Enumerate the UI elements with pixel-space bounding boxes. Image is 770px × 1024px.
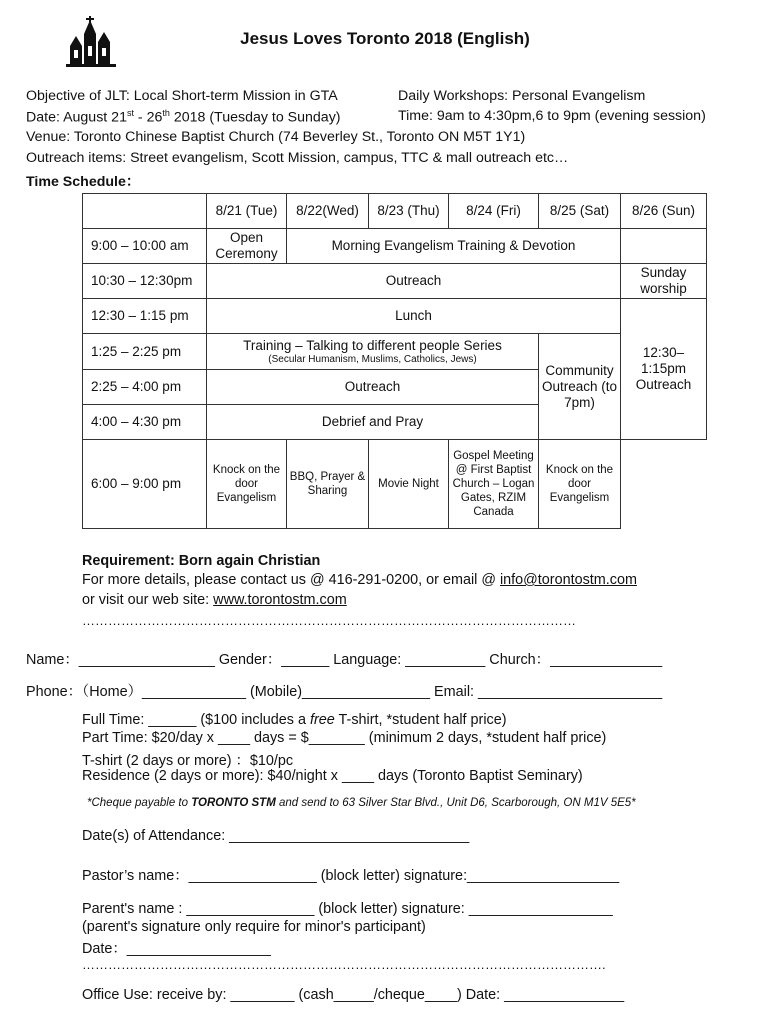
day-header: 8/25 (Sat): [539, 194, 621, 229]
table-cell: 12:30– 1:15pm Outreach: [621, 299, 707, 440]
day-header: 8/23 (Thu): [369, 194, 449, 229]
workshops-text: Daily Workshops: Personal Evangelism: [398, 88, 646, 104]
table-cell: Debrief and Pray: [207, 405, 539, 440]
time-cell: 12:30 – 1:15 pm: [83, 299, 207, 334]
contact-text: For more details, please contact us @ 416-291-0200, or email @ info@torontostm.com: [82, 572, 637, 588]
time-cell: 10:30 – 12:30pm: [83, 264, 207, 299]
table-cell: Open Ceremony: [207, 229, 287, 264]
table-cell: Movie Night: [369, 440, 449, 529]
website-link[interactable]: www.torontostm.com: [213, 592, 347, 608]
table-cell: BBQ, Prayer & Sharing: [287, 440, 369, 529]
cheque-note: *Cheque payable to TORONTO STM and send to 63 Silver Star Blvd., Unit D6, Scarborough, ON M1V 5E5*: [87, 797, 636, 809]
table-cell: Outreach: [207, 370, 539, 405]
parttime-line[interactable]: Part Time: $20/day x ____ days = $_______ (minimum 2 days, *student half price): [82, 730, 607, 746]
table-row: [83, 334, 707, 370]
parent-note: (parent's signature only require for minor's participant): [82, 919, 426, 935]
table-cell: Outreach: [207, 264, 621, 299]
schedule-table: [82, 193, 707, 529]
office-use-line: Office Use: receive by: ________ (cash_____/cheque____) Date: _______________: [82, 987, 625, 1003]
day-header: 8/21 (Tue): [207, 194, 287, 229]
time-cell: 2:25 – 4:00 pm: [83, 370, 207, 405]
table-row: [83, 229, 707, 264]
outreach-items-text: Outreach items: Street evangelism, Scott Mission, campus, TTC & mall outreach etc…: [26, 150, 569, 166]
table-cell: Morning Evangelism Training & Devotion: [287, 229, 621, 264]
table-row: [83, 194, 707, 229]
parent-line[interactable]: Parent's name : ________________ (block letter) signature: __________________: [82, 901, 613, 917]
objective-text: Objective of JLT: Local Short-term Mission in GTA: [26, 88, 338, 104]
table-row: [83, 299, 707, 334]
fulltime-line[interactable]: Full Time: ______ ($100 includes a free T-shirt, *student half price): [82, 712, 507, 728]
table-cell: Knock on the door Evangelism: [539, 440, 621, 529]
day-header: 8/26 (Sun): [621, 194, 707, 229]
page-title: Jesus Loves Toronto 2018 (English): [240, 29, 530, 48]
table-cell: Sunday worship: [621, 264, 707, 299]
website-text: or visit our web site: www.torontostm.com: [82, 592, 347, 608]
table-cell: Knock on the door Evangelism: [207, 440, 287, 529]
table-cell: [207, 334, 539, 370]
table-cell: Lunch: [207, 299, 621, 334]
day-header: 8/24 (Fri): [449, 194, 539, 229]
email-link[interactable]: info@torontostm.com: [499, 572, 637, 588]
residence-line[interactable]: Residence (2 days or more): $40/night x ____ days (Toronto Baptist Seminary): [82, 768, 583, 784]
divider-dots-2: ………………………………………………………………………………………………………….: [82, 957, 606, 972]
name-line[interactable]: Name：_________________ Gender：______ Language: __________ Church：______________: [26, 652, 663, 668]
schedule-label: Time Schedule：: [26, 174, 141, 190]
date-text: Date: August 21st - 26th 2018 (Tuesday to Sunday): [26, 108, 341, 126]
pastor-line[interactable]: Pastor’s name：________________ (block letter) signature:___________________: [82, 868, 620, 884]
training-text: Training – Talking to different people Series: [243, 337, 502, 353]
time-cell: 1:25 – 2:25 pm: [83, 334, 207, 370]
table-row: [83, 264, 707, 299]
attendance-line[interactable]: Date(s) of Attendance: ______________________________: [82, 828, 470, 844]
table-cell: [83, 194, 207, 229]
time-text: Time: 9am to 4:30pm,6 to 9pm (evening session): [398, 108, 706, 124]
requirement-text: Requirement: Born again Christian: [82, 553, 321, 569]
day-header: 8/22(Wed): [287, 194, 369, 229]
table-cell: [621, 229, 707, 264]
table-row: [83, 440, 707, 529]
divider-dots: ……………………………………………………………………………………………………: [82, 613, 576, 628]
parent-date-line[interactable]: Date：__________________: [82, 941, 271, 957]
tshirt-line: T-shirt (2 days or more) ：$10/pc: [82, 753, 294, 769]
training-subtext: (Secular Humanism, Muslims, Catholics, Jews): [268, 353, 477, 365]
time-cell: 9:00 – 10:00 am: [83, 229, 207, 264]
phone-line[interactable]: Phone：（Home）_____________ (Mobile)________________ Email: _______________________: [26, 684, 663, 700]
venue-text: Venue: Toronto Chinese Baptist Church (74 Beverley St., Toronto ON M5T 1Y1): [26, 129, 526, 145]
table-cell: Gospel Meeting @ First Baptist Church – Logan Gates, RZIM Canada: [449, 440, 539, 529]
table-cell: Community Outreach (to 7pm): [539, 334, 621, 440]
time-cell: 4:00 – 4:30 pm: [83, 405, 207, 440]
time-cell: 6:00 – 9:00 pm: [83, 440, 207, 529]
table-cell: [621, 440, 707, 529]
